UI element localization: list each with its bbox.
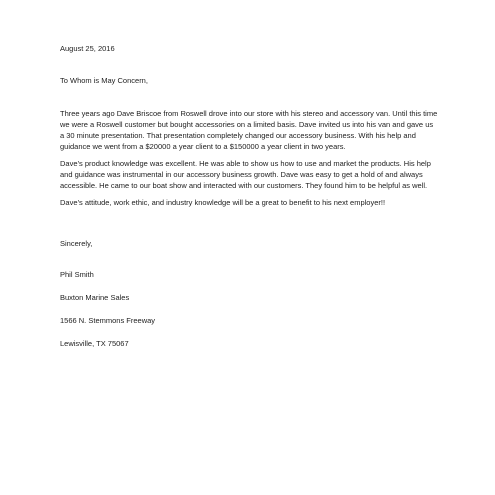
signature-street: 1566 N. Stemmons Freeway bbox=[60, 316, 156, 325]
body-paragraph-1: Three years ago Dave Briscoe from Roswell drove into our store with his stereo and accessory van. Until this time we were a Roswell customer but bought accessories on a limited basis. Dave invited us into his van and gave us a 30 minute presentation. That presentation completely changed our accessory business. With his help and guidance we went from a $20000 a year client to a $150000 a year client in two years. bbox=[60, 109, 438, 151]
letter-date: August 25, 2016 bbox=[60, 44, 115, 53]
letter-body bbox=[60, 108, 438, 214]
body-paragraph-3: Dave’s attitude, work ethic, and industry knowledge will be a great to benefit to his next employer!! bbox=[60, 198, 386, 207]
letter-closing: Sincerely, bbox=[60, 239, 93, 248]
letter-salutation: To Whom is May Concern, bbox=[60, 76, 148, 85]
body-paragraph-2: Dave’s product knowledge was excellent. He was able to show us how to use and market the products. His help and guidance was instrumental in our accessory business growth. Dave was easy to get a hold of and always accessible. He came to our boat show and interacted with our customers. They found him to be helpful as well. bbox=[60, 159, 431, 190]
signature-name: Phil Smith bbox=[60, 270, 94, 279]
signature-company: Buxton Marine Sales bbox=[60, 293, 130, 302]
signature-city: Lewisville, TX 75067 bbox=[60, 339, 129, 348]
signature-block bbox=[60, 269, 155, 361]
